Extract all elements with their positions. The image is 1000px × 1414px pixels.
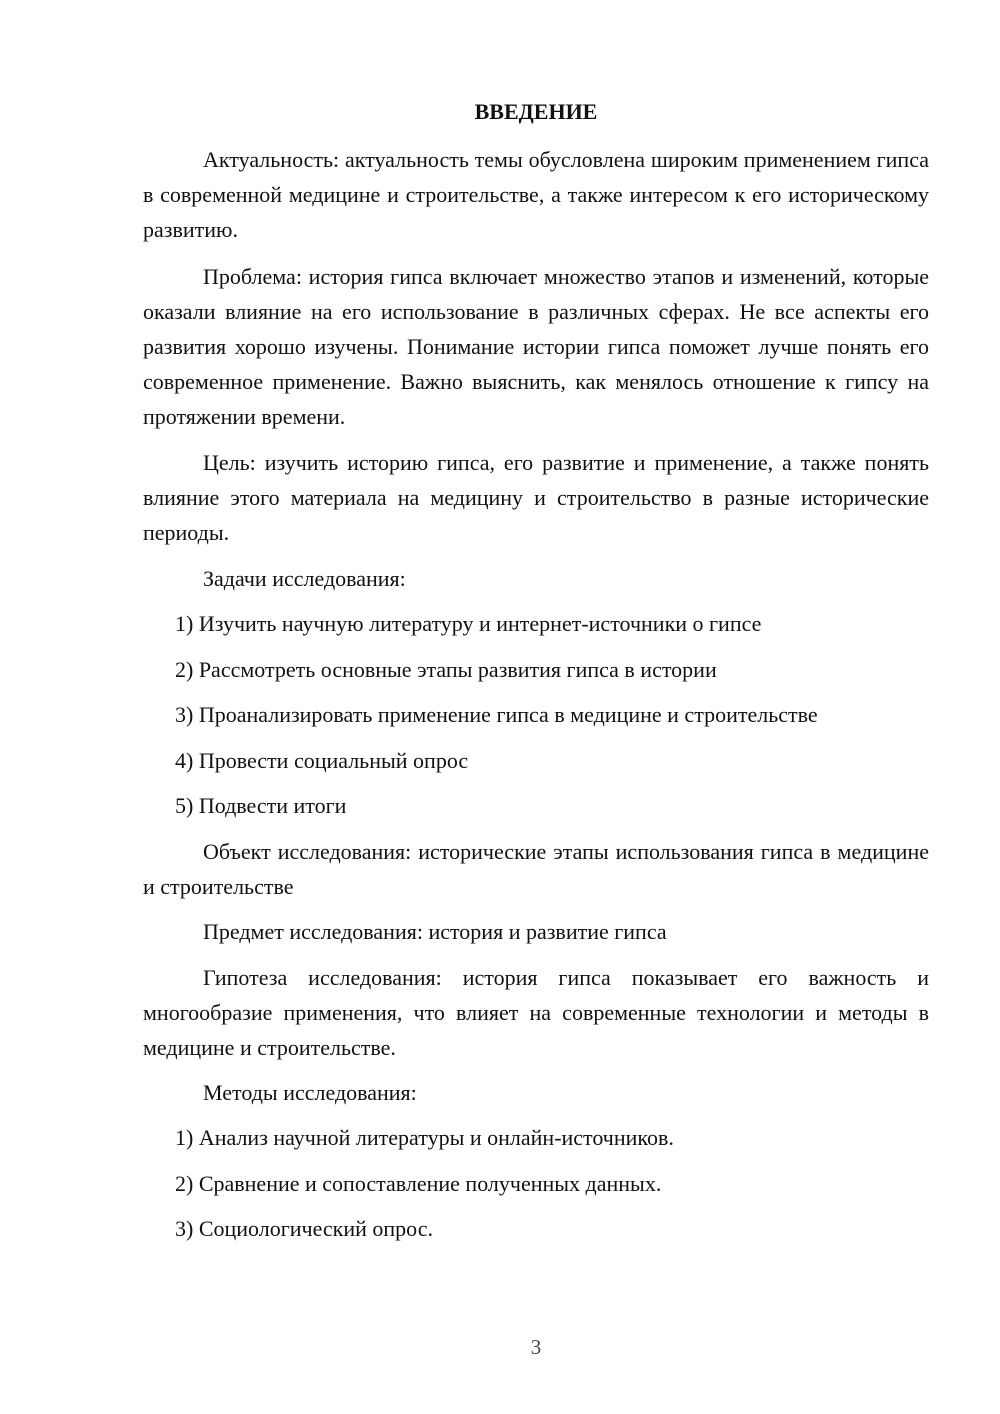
method-item-2: 2) Сравнение и сопоставление полученных данных. bbox=[175, 1171, 662, 1196]
methods-title: Методы исследования: bbox=[203, 1080, 417, 1105]
task-item-3: 3) Проанализировать применение гипса в медицине и строительстве bbox=[175, 702, 818, 727]
page-number: 3 bbox=[530, 1335, 542, 1359]
object-paragraph: Объект исследования: исторические этапы использования гипса в медицине и строительстве bbox=[143, 839, 929, 899]
goal-paragraph: Цель: изучить историю гипса, его развитие и применение, а также понять влияние этого материала на медицину и строительство в разные исторические периоды. bbox=[143, 450, 929, 545]
method-item-1: 1) Анализ научной литературы и онлайн-источников. bbox=[175, 1125, 674, 1150]
task-item-2: 2) Рассмотреть основные этапы развития гипса в истории bbox=[175, 657, 717, 682]
method-item-3: 3) Социологический опрос. bbox=[175, 1216, 433, 1241]
task-item-5: 5) Подвести итоги bbox=[175, 793, 347, 818]
task-item-4: 4) Провести социальный опрос bbox=[175, 748, 469, 773]
task-item-1: 1) Изучить научную литературу и интернет-источники о гипсе bbox=[175, 611, 762, 636]
subject-paragraph: Предмет исследования: история и развитие гипса bbox=[203, 919, 667, 944]
section-heading: ВВЕДЕНИЕ bbox=[474, 99, 598, 124]
problem-paragraph: Проблема: история гипса включает множество этапов и изменений, которые оказали влияние на его использование в различных сферах. Не все аспекты его развития хорошо изучены. Понимание истории гипса поможет лучше понять его современное применение. Важно выяснить, как менялось отношение к гипсу на протяжении времени. bbox=[143, 264, 929, 429]
tasks-title: Задачи исследования: bbox=[203, 566, 406, 591]
relevance-paragraph: Актуальность: актуальность темы обусловлена широким применением гипса в современной медицине и строительстве, а также интересом к его историческому развитию. bbox=[143, 147, 929, 242]
hypothesis-paragraph: Гипотеза исследования: история гипса показывает его важность и многообразие применения, что влияет на современные технологии и методы в медицине и строительстве. bbox=[143, 965, 929, 1060]
